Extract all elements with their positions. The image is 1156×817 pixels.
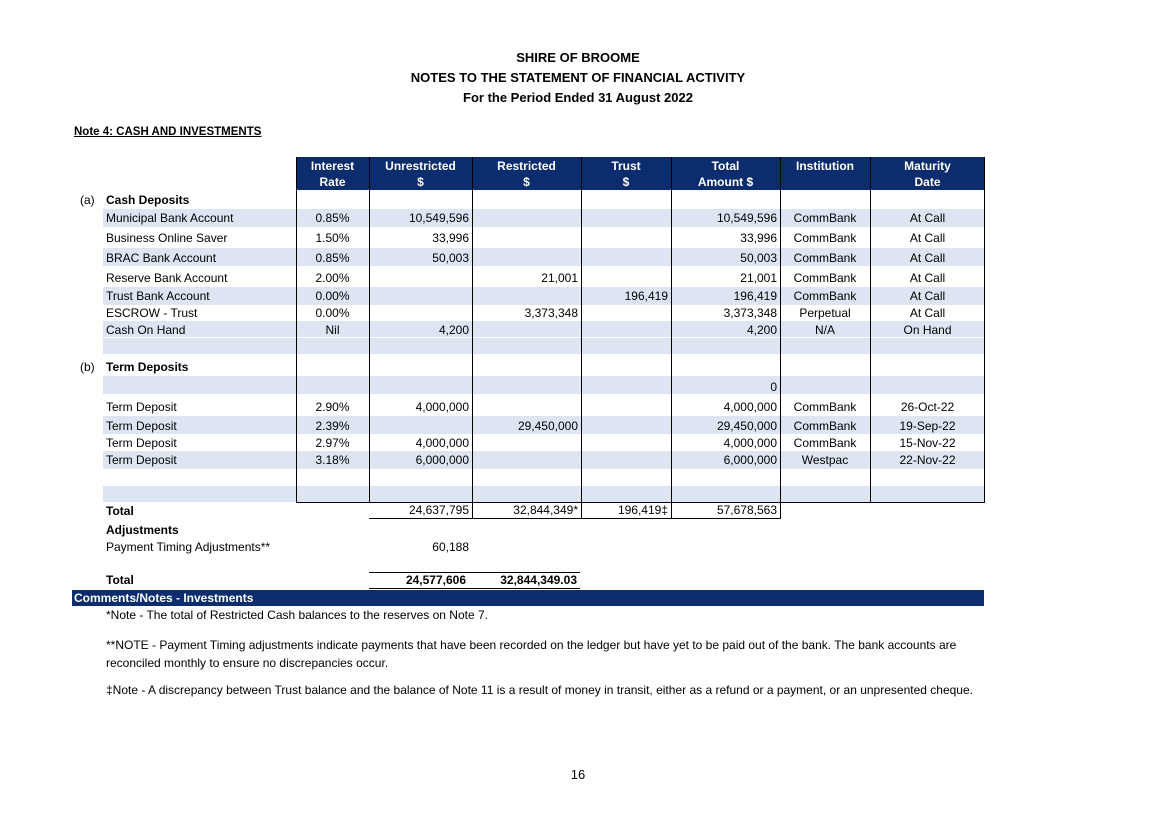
row-maturity: 19-Sep-22 xyxy=(899,419,956,433)
col-header-restricted: Restricted $ xyxy=(472,157,581,190)
report-period: For the Period Ended 31 August 2022 xyxy=(463,90,693,105)
row-band xyxy=(103,338,984,354)
term-total-zero: 0 xyxy=(770,380,777,394)
row-institution: N/A xyxy=(814,323,835,337)
row-rate: 3.18% xyxy=(315,453,350,467)
row-maturity: At Call xyxy=(909,211,946,225)
row-institution: Westpac xyxy=(801,453,849,467)
row-rate: 2.97% xyxy=(315,436,350,450)
col-header-total-amount: Total Amount $ xyxy=(671,157,780,190)
row-total: 29,450,000 xyxy=(716,419,777,433)
col-header-institution: Institution xyxy=(780,157,870,190)
row-rate: 1.50% xyxy=(315,231,350,245)
grid-line xyxy=(581,157,582,519)
row-rate: 0.00% xyxy=(315,306,350,320)
row-institution: CommBank xyxy=(793,400,857,414)
report-title: NOTES TO THE STATEMENT OF FINANCIAL ACTIVITY xyxy=(410,70,746,85)
row-name: Business Online Saver xyxy=(106,231,228,245)
row-institution: CommBank xyxy=(793,251,857,265)
final-total-unrestricted: 24,577,606 xyxy=(405,573,466,587)
row-name: Reserve Bank Account xyxy=(106,271,228,285)
row-institution: CommBank xyxy=(793,211,857,225)
row-maturity: At Call xyxy=(909,306,946,320)
row-trust: 196,419 xyxy=(624,289,668,303)
row-institution: CommBank xyxy=(793,289,857,303)
row-rate: 0.85% xyxy=(315,251,350,265)
row-institution: CommBank xyxy=(793,231,857,245)
row-unrestricted: 50,003 xyxy=(432,251,469,265)
page-number: 16 xyxy=(570,767,586,782)
row-total: 50,003 xyxy=(740,251,777,265)
row-institution: Perpetual xyxy=(799,306,851,320)
row-total: 4,000,000 xyxy=(723,436,777,450)
row-maturity: At Call xyxy=(909,231,946,245)
note-payment-timing: **NOTE - Payment Timing adjustments indicate payments that have been recorded on the ledger but have yet to be paid out of the bank. The bank accounts are reconciled monthly to ensure no discrepancies occur. xyxy=(106,638,957,670)
section-title: Term Deposits xyxy=(106,360,189,374)
row-maturity: At Call xyxy=(909,251,946,265)
row-institution: CommBank xyxy=(793,436,857,450)
total-unrestricted: 24,637,795 xyxy=(408,503,469,517)
row-total: 3,373,348 xyxy=(723,306,777,320)
row-name: Trust Bank Account xyxy=(106,289,210,303)
grid-line xyxy=(472,157,473,519)
row-band xyxy=(103,376,984,394)
row-institution: CommBank xyxy=(793,419,857,433)
row-rate: 2.00% xyxy=(315,271,350,285)
total-label: Total xyxy=(106,504,134,518)
total-restricted: 32,844,349* xyxy=(513,503,578,517)
row-maturity: 15-Nov-22 xyxy=(899,436,956,450)
row-total: 4,000,000 xyxy=(723,400,777,414)
row-name: Term Deposit xyxy=(106,453,177,467)
row-maturity: On Hand xyxy=(903,323,952,337)
row-unrestricted: 33,996 xyxy=(432,231,469,245)
total-amount: 57,678,563 xyxy=(716,503,777,517)
adjustment-item: Payment Timing Adjustments** xyxy=(106,540,271,554)
row-total: 196,419 xyxy=(733,289,777,303)
row-total: 4,200 xyxy=(746,323,777,337)
row-name: Term Deposit xyxy=(106,400,177,414)
row-name: Cash On Hand xyxy=(106,323,186,337)
row-total: 10,549,596 xyxy=(716,211,777,225)
row-total: 6,000,000 xyxy=(723,453,777,467)
row-rate: 2.39% xyxy=(315,419,350,433)
row-name: BRAC Bank Account xyxy=(106,251,217,265)
final-total-label: Total xyxy=(106,573,134,587)
row-name: Municipal Bank Account xyxy=(106,211,234,225)
row-name: ESCROW - Trust xyxy=(106,306,198,320)
col-header-maturity-date: Maturity Date xyxy=(870,157,985,190)
row-institution: CommBank xyxy=(793,271,857,285)
section-marker: (b) xyxy=(80,360,95,374)
row-maturity: 22-Nov-22 xyxy=(899,453,956,467)
row-total: 33,996 xyxy=(740,231,777,245)
section-title: Cash Deposits xyxy=(106,193,190,207)
section-marker: (a) xyxy=(80,193,95,207)
row-rate: 2.90% xyxy=(315,400,350,414)
row-unrestricted: 4,000,000 xyxy=(415,436,469,450)
row-maturity: At Call xyxy=(909,289,946,303)
row-restricted: 29,450,000 xyxy=(517,419,578,433)
final-total-restricted: 32,844,349.03 xyxy=(500,573,577,587)
row-rate: Nil xyxy=(325,323,340,337)
row-unrestricted: 4,000,000 xyxy=(415,400,469,414)
note-trust-discrepancy: ‡Note - A discrepancy between Trust balance and the balance of Note 11 is a result of money in transit, either as a refund or a payment, or an unpresented cheque. xyxy=(106,683,973,697)
grid-line xyxy=(369,588,580,589)
total-trust: 196,419‡ xyxy=(617,503,668,517)
row-band xyxy=(103,486,984,502)
comments-heading: Comments/Notes - Investments xyxy=(72,590,984,606)
row-maturity: At Call xyxy=(909,271,946,285)
col-header-trust: Trust $ xyxy=(581,157,671,190)
row-total: 21,001 xyxy=(740,271,777,285)
row-unrestricted: 4,200 xyxy=(438,323,469,337)
row-unrestricted: 10,549,596 xyxy=(408,211,469,225)
row-unrestricted: 6,000,000 xyxy=(415,453,469,467)
adjustments-label: Adjustments xyxy=(106,523,179,537)
row-maturity: 26-Oct-22 xyxy=(900,400,955,414)
row-name: Term Deposit xyxy=(106,436,177,450)
row-rate: 0.00% xyxy=(315,289,350,303)
row-restricted: 3,373,348 xyxy=(524,306,578,320)
col-header-interest-rate: Interest Rate xyxy=(296,157,369,190)
row-name: Term Deposit xyxy=(106,419,177,433)
row-rate: 0.85% xyxy=(315,211,350,225)
col-header-unrestricted: Unrestricted $ xyxy=(369,157,472,190)
adjustment-value: 60,188 xyxy=(432,540,469,554)
note-restricted: *Note - The total of Restricted Cash balances to the reserves on Note 7. xyxy=(106,608,488,622)
report-entity-title: SHIRE OF BROOME xyxy=(516,50,640,65)
row-restricted: 21,001 xyxy=(541,271,578,285)
grid-line xyxy=(369,518,781,519)
note-title: Note 4: CASH AND INVESTMENTS xyxy=(74,126,262,138)
